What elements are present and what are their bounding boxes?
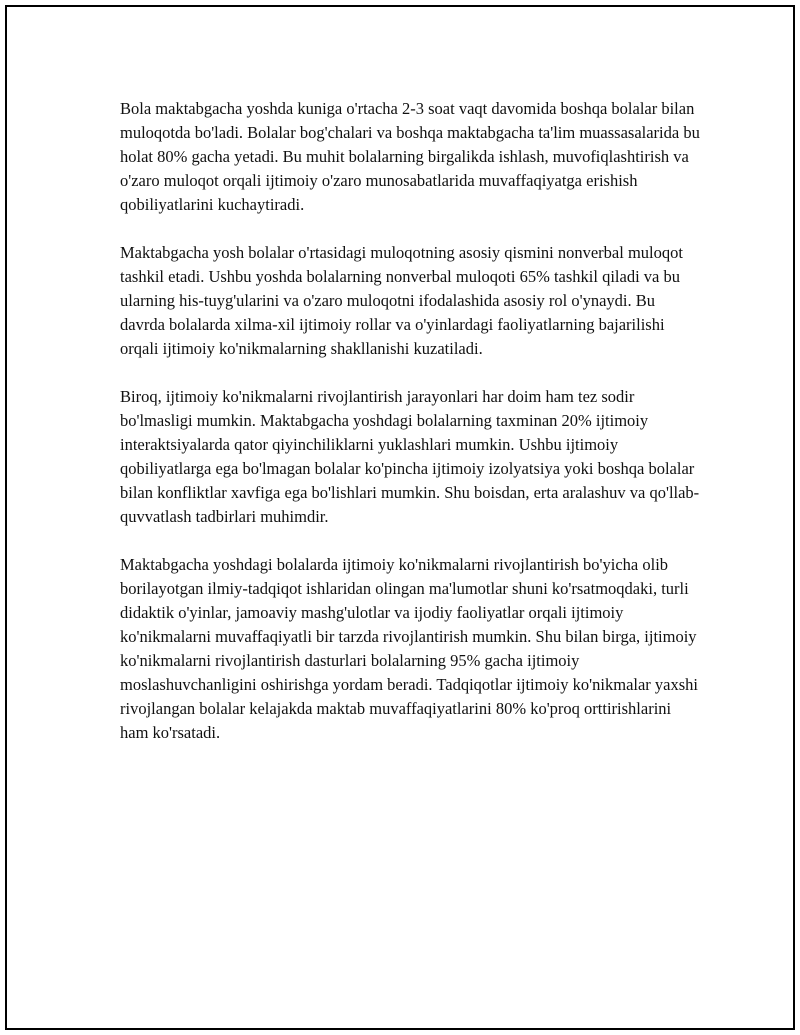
paragraph-4: Maktabgacha yoshdagi bolalarda ijtimoiy ko'nikmalarni rivojlantirish bo'yicha olib borilayotgan ilmiy-tadqiqot ishlaridan olingan ma'lumotlar shuni ko'rsatmoqdaki, turli didaktik o'yinlar, jamoaviy mashg'ulotlar va ijodiy faoliyatlar orqali ijtimoiy ko'nikmalarni muvaffaqiyatli bir tarzda rivojlantirish mumkin. Shu bilan birga, ijtimoiy ko'nikmalarni rivojlantirish dasturlari bolalarning 95% gacha ijtimoiy moslashuvchanligini oshirishga yordam beradi. Tadqiqotlar ijtimoiy ko'nikmalar yaxshi rivojlangan bolalar kelajakda maktab muvaffaqiyatlarini 80% ko'proq orttirishlarini ham ko'rsatadi. (120, 555, 698, 742)
document-page (5, 5, 795, 1030)
paragraph-1: Bola maktabgacha yoshda kuniga o'rtacha 2-3 soat vaqt davomida boshqa bolalar bilan muloqotda bo'ladi. Bolalar bog'chalari va boshqa maktabgacha ta'lim muassasalarida bu holat 80% gacha yetadi. Bu muhit bolalarning birgalikda ishlash, muvofiqlashtirish va o'zaro muloqot orqali ijtimoiy o'zaro munosabatlarida muvaffaqiyatga erishish qobiliyatlarini kuchaytiradi. (120, 99, 700, 214)
paragraph-2: Maktabgacha yosh bolalar o'rtasidagi muloqotning asosiy qismini nonverbal muloqot tashkil etadi. Ushbu yoshda bolalarning nonverbal muloqoti 65% tashkil qiladi va bu ularning his-tuyg'ularini va o'zaro muloqotni ifodalashida asosiy rol o'ynaydi. Bu davrda bolalarda xilma-xil ijtimoiy rollar va o'yinlardagi faoliyatlarning bajarilishi orqali ijtimoiy ko'nikmalarning shakllanishi kuzatiladi. (120, 243, 683, 358)
document-body (120, 97, 700, 745)
paragraph-3: Biroq, ijtimoiy ko'nikmalarni rivojlantirish jarayonlari har doim ham tez sodir bo'lmasligi mumkin. Maktabgacha yoshdagi bolalarning taxminan 20% ijtimoiy interaktsiyalarda qator qiyinchiliklarni yuklashlari mumkin. Ushbu ijtimoiy qobiliyatlarga ega bo'lmagan bolalar ko'pincha ijtimoiy izolyatsiya yoki boshqa bolalar bilan konfliktlar xavfiga ega bo'lishlari mumkin. Shu boisdan, erta aralashuv va qo'llab-quvvatlash tadbirlari muhimdir. (120, 387, 700, 526)
